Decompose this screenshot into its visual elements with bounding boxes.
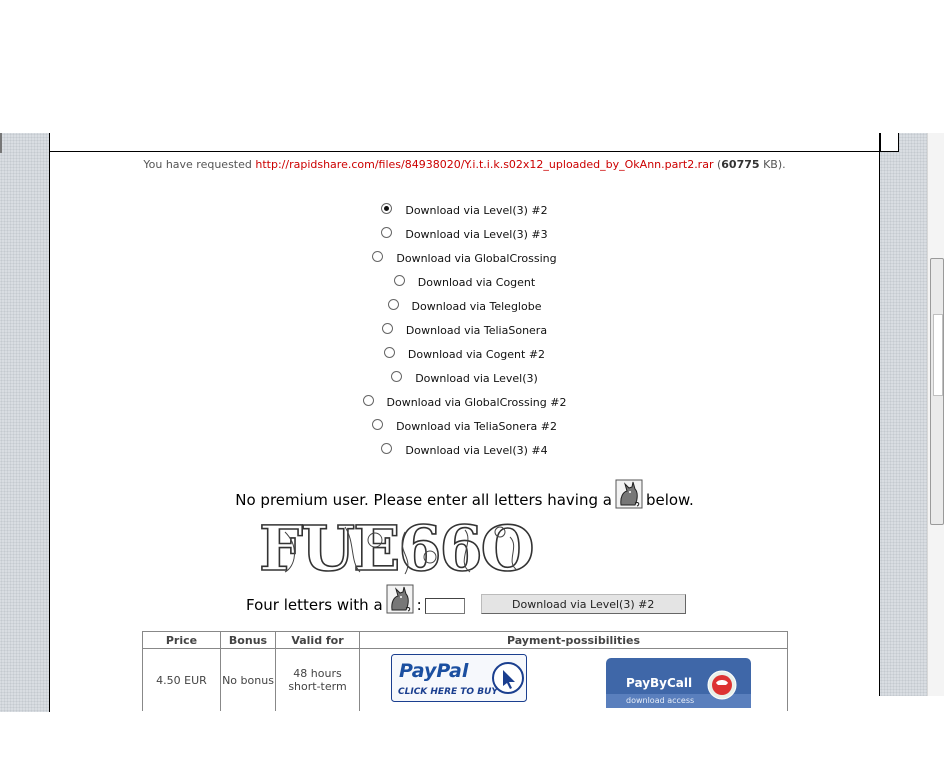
- download-option[interactable]: [50, 246, 879, 270]
- download-option-label: Download via Teleglobe: [411, 299, 542, 313]
- file-size: 60775: [721, 158, 760, 171]
- cat-icon: [386, 584, 414, 614]
- download-option[interactable]: [50, 198, 879, 222]
- download-page: [50, 153, 879, 713]
- requested-file-line: [50, 158, 879, 171]
- download-option-label: Download via Level(3) #4: [405, 443, 548, 457]
- four-letters-label: Four letters with a: [246, 596, 383, 614]
- price-header: Price: [143, 632, 221, 649]
- left-side-panel: [0, 133, 50, 713]
- radio-button[interactable]: [388, 299, 399, 310]
- size-open-paren: (: [716, 158, 722, 171]
- page-bottom-whitespace: [0, 712, 944, 768]
- radio-button[interactable]: [384, 347, 395, 358]
- captcha-image: [255, 512, 555, 582]
- download-option-label: Download via Level(3): [415, 371, 538, 385]
- download-option[interactable]: [50, 318, 879, 342]
- download-option-label: Download via Cogent: [417, 275, 536, 289]
- radio-button[interactable]: [372, 251, 383, 262]
- captcha-prompt-text: No premium user. Please enter all letters having a: [235, 491, 612, 509]
- download-option[interactable]: [50, 438, 879, 462]
- download-option[interactable]: [50, 366, 879, 390]
- download-option[interactable]: [50, 222, 879, 246]
- captcha-code: FUE66O: [259, 512, 533, 582]
- download-option[interactable]: [50, 342, 879, 366]
- valid-for-header: Valid for: [276, 632, 360, 649]
- paybycall-button[interactable]: [606, 658, 751, 708]
- valid-for-line1: 48 hours: [293, 667, 342, 680]
- payment-header: Payment-possibilities: [360, 632, 788, 649]
- radio-button[interactable]: [381, 227, 392, 238]
- bonus-cell: No bonus: [221, 649, 276, 712]
- radio-button[interactable]: [372, 419, 383, 430]
- vertical-scrollbar[interactable]: [927, 133, 944, 696]
- download-option[interactable]: [50, 270, 879, 294]
- radio-button[interactable]: [363, 395, 374, 406]
- requested-label: You have requested: [143, 158, 252, 171]
- radio-button[interactable]: [381, 443, 392, 454]
- download-option[interactable]: [50, 414, 879, 438]
- download-option-label: Download via Level(3) #3: [405, 227, 548, 241]
- four-letters-colon: :: [416, 596, 422, 614]
- radio-button[interactable]: [391, 371, 402, 382]
- scrollbar-thumb[interactable]: [930, 258, 944, 525]
- download-option[interactable]: [50, 390, 879, 414]
- captcha-prompt-suffix: below.: [645, 491, 694, 509]
- paypal-brand: PayPal: [399, 660, 469, 682]
- file-size-unit: KB).: [763, 158, 786, 171]
- captcha-input[interactable]: [425, 598, 465, 614]
- download-mirror-options: [50, 198, 879, 462]
- paybycall-subtext: download access: [626, 696, 695, 705]
- download-submit-button[interactable]: Download via Level(3) #2: [481, 594, 686, 614]
- valid-for-line2: short-term: [288, 680, 347, 693]
- download-option-label: Download via GlobalCrossing: [396, 251, 557, 265]
- bonus-header: Bonus: [221, 632, 276, 649]
- paypal-cta: CLICK HERE TO BUY: [398, 687, 498, 697]
- radio-button[interactable]: [382, 323, 393, 334]
- price-cell: 4.50 EUR: [143, 649, 221, 712]
- captcha-entry-row: [246, 584, 686, 614]
- valid-for-cell: [276, 649, 360, 712]
- download-option[interactable]: [50, 294, 879, 318]
- download-option-label: Download via TeliaSonera #2: [396, 419, 557, 433]
- radio-button[interactable]: [381, 203, 392, 214]
- download-option-label: Download via TeliaSonera: [405, 323, 548, 337]
- download-option-label: Download via Level(3) #2: [405, 203, 548, 217]
- download-option-label: Download via Cogent #2: [407, 347, 546, 361]
- paypal-buy-button[interactable]: [391, 654, 527, 702]
- cat-icon: [615, 479, 643, 509]
- browser-frame-top: [0, 133, 944, 153]
- right-side-panel: [879, 133, 928, 696]
- radio-button[interactable]: [394, 275, 405, 286]
- download-option-label: Download via GlobalCrossing #2: [386, 395, 567, 409]
- paybycall-brand: PayByCall: [626, 676, 693, 690]
- file-url-link[interactable]: http://rapidshare.com/files/84938020/Y.i.t.i.k.s02x12_uploaded_by_OkAnn.part2.rar: [255, 158, 714, 171]
- captcha-prompt: [50, 479, 879, 509]
